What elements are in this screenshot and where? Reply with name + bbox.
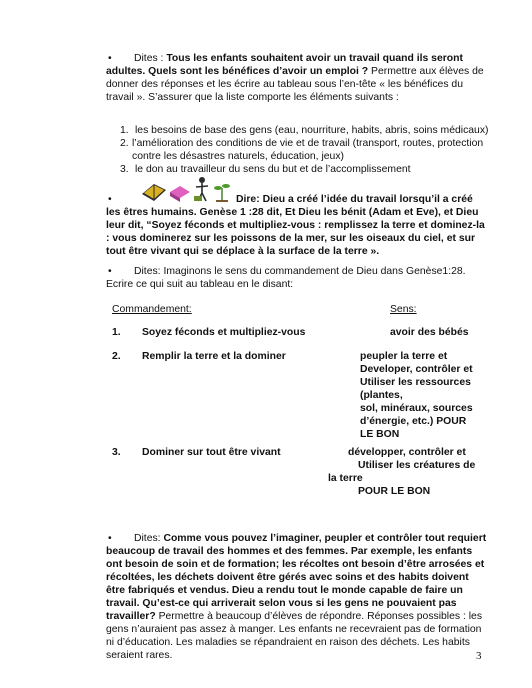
- final-label: Dites:: [134, 533, 161, 544]
- final-question: Comme vous pouvez l’imaginer, peupler et contrôler tout requiert beaucoup de travail des hommes et des femmes. Par exemple, les enfants ont besoin de soin et de formation; les récoltes ont besoin d’être arrosées et récoltées, les déchets doivent être gérés avec soins et des habits doivent être fabriqués et vendus. Dieu a rendu tout le monde capable de faire un travail. Qu’est-ce qui arriverait selon vous si les gens ne pouvaient pas travailler?: [106, 533, 487, 622]
- intro-question: Tous les enfants souhaitent avoir un travail quand ils seront adultes. Quels sont les bénéfices d’avoir un emploi ?: [106, 53, 463, 77]
- list-text: le don au travailleur du sens du but et de l’accomplissement: [135, 164, 411, 175]
- bullet: •: [108, 266, 112, 277]
- final-instructions: Permettre à beaucoup d’élèves de répondre. Réponses possibles : les gens n’auraient pas assez à manger. Les enfants ne recevraient pas de formation ni d’éducation. Les maladies se répandraient en raison des déchets. Les habits seraient rares.: [106, 611, 483, 661]
- row-command: Remplir la terre et la dominer: [142, 351, 286, 362]
- imaginons-label: Dites:: [134, 266, 161, 277]
- dire-label: Dire:: [236, 194, 260, 205]
- dire-text: Dieu a créé l’idée du travail lorsqu’il a créé les êtres humains. Genèse 1 :28 dit, Et Dieu les bénit (Adam et Eve), et Dieu leur dit, “Soyez féconds et multipliez-vous : remplissez la terre et dominez-la : vous dominerez sur les poissons de la mer, sur les oiseaux du ciel, et sur tout être vivant qui se déplace à la surface de la terre ».: [106, 194, 485, 257]
- intro-label: Dites :: [134, 53, 164, 64]
- sens-line: Utiliser les ressources: [360, 377, 471, 388]
- list-text: les besoins de base des gens (eau, nourriture, habits, abris, soins médicaux): [135, 125, 489, 136]
- row-command: Dominer sur tout être vivant: [142, 447, 281, 458]
- sens-line: sol, minéraux, sources: [360, 403, 473, 414]
- list-text: l’amélioration des conditions de vie et de travail (transport, routes, protection contre les désastres naturels, éducation, jeux): [132, 138, 484, 162]
- sens-line: peupler la terre et: [360, 351, 448, 362]
- row-number: 1.: [112, 327, 121, 338]
- imaginons-paragraph: [106, 265, 490, 291]
- list-number: 2.: [120, 138, 129, 149]
- sens-line: (plantes,: [360, 390, 403, 401]
- sens-line: développer, contrôler et: [348, 447, 466, 458]
- sens-line: LE BON: [360, 429, 400, 440]
- column-header-command: Commandement:: [112, 304, 192, 315]
- sens-line: la terre: [328, 473, 363, 484]
- sens-line: Developer, contrôler et: [360, 364, 473, 375]
- bullet: •: [108, 533, 112, 544]
- sens-line: d’énergie, etc.) POUR: [360, 416, 467, 427]
- table-row: [106, 326, 490, 339]
- row-sens: avoir des bébés: [390, 327, 469, 338]
- row-sens: [328, 446, 498, 498]
- table-row: [106, 350, 490, 442]
- page-number: 3: [476, 650, 482, 662]
- table-header: [106, 303, 490, 316]
- row-command: Soyez féconds et multipliez-vous: [142, 327, 306, 338]
- sens-line: POUR LE BON: [358, 486, 431, 497]
- row-number: 2.: [112, 351, 121, 362]
- intro-paragraph: [106, 52, 490, 104]
- list-item: [120, 124, 490, 137]
- benefits-list: [120, 124, 490, 176]
- bullet: •: [108, 53, 112, 64]
- dire-paragraph: [106, 193, 490, 258]
- bullet: •: [108, 194, 112, 205]
- imaginons-text: Imaginons le sens du commandement de Dieu dans Genèse1:28. Ecrire ce qui suit au tableau en le disant:: [106, 266, 466, 290]
- column-header-sens: Sens:: [390, 304, 417, 315]
- row-number: 3.: [112, 447, 121, 458]
- table-row: [106, 446, 490, 502]
- list-number: 1.: [120, 125, 129, 136]
- final-paragraph: [106, 532, 490, 662]
- list-item: [120, 137, 490, 163]
- list-number: 3.: [120, 164, 129, 175]
- row-sens: [360, 350, 500, 441]
- intro-instructions: Permettre aux élèves de donner des réponses et les écrire au tableau sous l’en-tête « les bénéfices du travail ». S’assurer que la liste comporte les éléments suivants :: [106, 66, 484, 103]
- sens-line: Utiliser les créatures de: [358, 460, 476, 471]
